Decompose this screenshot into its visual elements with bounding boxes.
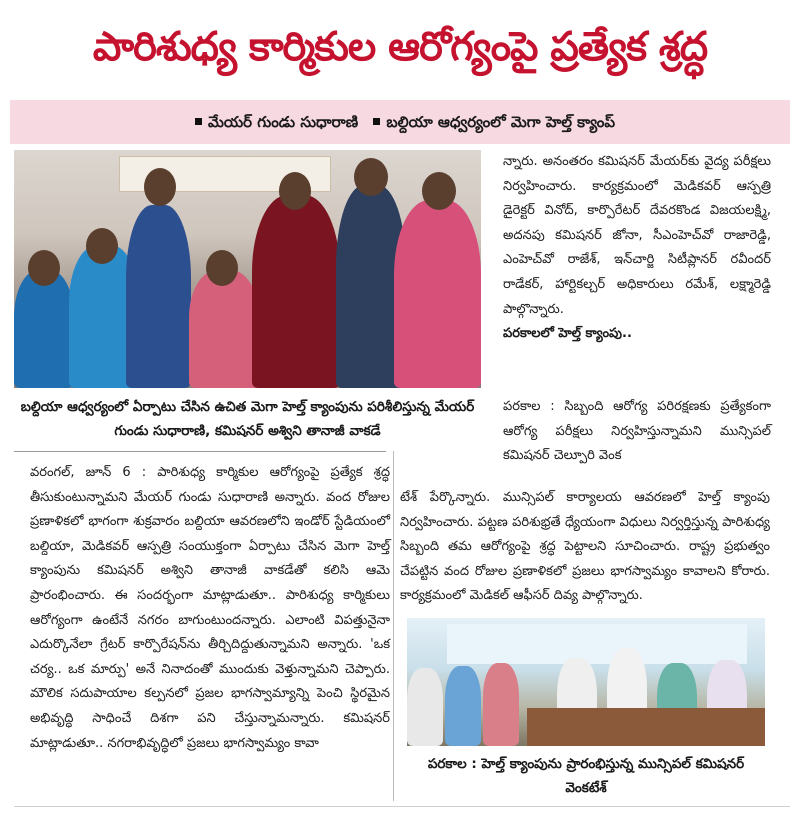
photo-caption-camp: పరకాల : హెల్త్ క్యాంపును ప్రారంభిస్తున్న మున్సిపల్ కమిషనర్ వెంకటేశ్ bbox=[427, 756, 745, 796]
divider bbox=[14, 451, 386, 452]
article-text: టేశ్ పేర్కొన్నారు. మున్సిపల్ కార్యాలయ ఆవరణలో హెల్త్ క్యాంపు నిర్వహించారు. పట్టణ పరిశుభ్రతే ధ్యేయంగా విధులు నిర్వర్తిస్తున్న పారిశుధ్య సిబ్బంది తమ ఆరోగ్యంపై శ్రద్ధ పెట్టాలని సూచించారు. రాష్ట్ర ప్రభుత్వం చేపట్టిన వంద రోజుల ప్రణాళికలో ప్రజలు భాగస్వామ్యం కావాలని కోరారు. కార్యక్రమంలో మెడికల్ ఆఫీసర్ దివ్య పాల్గొన్నారు. bbox=[400, 490, 770, 604]
photo-figure bbox=[14, 270, 74, 388]
photo-figure bbox=[394, 200, 481, 388]
health-camp-photo bbox=[14, 150, 481, 388]
article-column-right-top bbox=[503, 150, 771, 347]
photo-figure bbox=[252, 195, 340, 388]
headline: పారిశుధ్య కార్మికుల ఆరోగ్యంపై ప్రత్యేక శ్రద్ధ bbox=[92, 24, 708, 70]
article-text: న్నారు. అనంతరం కమిషనర్ మేయర్‌కు వైద్య పరీక్షలు నిర్వహించారు. కార్యక్రమంలో మెడికవర్ ఆస్పత్రి డైరెక్టర్ వినోద్, కార్పొరేటర్ దేవరకొండ విజయలక్ష్మి, అదనపు కమిషనర్ జోనా, సీఎంహెచ్‌వో రాజారెడ్డి, ఎంహెచ్‌వో రాజేశ్, ఇన్‌చార్జి సిటీప్లానర్ రవీందర్ రాడేకర్, హార్టికల్చర్ అధికారులు రమేశ్, లక్ష్మారెడ్డి పాల్గొన్నారు. bbox=[503, 154, 771, 317]
photo-head bbox=[144, 168, 176, 206]
article-text: పరకాల : సిబ్బంది ఆరోగ్య పరిరక్షణకు ప్రత్యేకంగా ఆరోగ్య పరీక్షలు నిర్వహిస్తున్నామని మున్సిపల్ కమిషనర్ చెల్పూరి వెంక bbox=[503, 399, 771, 464]
subhead-1: మేయర్ గుండు సుధారాణి bbox=[207, 113, 359, 131]
photo-figure bbox=[483, 663, 519, 746]
photo-head bbox=[422, 172, 456, 210]
article-column-left-bottom bbox=[30, 461, 390, 756]
article-text: వరంగల్, జూన్ 6 : పారిశుధ్య కార్మికుల ఆరోగ్యంపై ప్రత్యేక శ్రద్ధ తీసుకుంటున్నామని మేయర్ గుండు సుధారాణి అన్నారు. వంద రోజుల ప్రణాళికలో భాగంగా శుక్రవారం బల్దియా ఆవరణలోని ఇండోర్ స్టేడియంలో బల్దియా, మెడికవర్ ఆస్పత్రి సంయుక్తంగా ఏర్పాటు చేసిన మెగా హెల్త్ క్యాంపును కమిషనర్ అశ్విని తానాజీ వాకడేతో కలిసి ఆమె ప్రారంభించారు. ఈ సందర్భంగా మాట్లాడుతూ.. పారిశుధ్య కార్మికులు ఆరోగ్యంగా ఉంటేనే నగరం బాగుంటుందన్నారు. ఎలాంటి విపత్తునైనా ఎదుర్కొనేలా గ్రేటర్ కార్పొరేషన్‌ను తీర్చిదిద్దుతున్నామని అన్నారు. 'ఒక చర్య.. ఒక మార్పు' అనే నినాదంతో ముందుకు వెళ్తున్నామని చెప్పారు. మౌలిక సదుపాయాల కల్పనలో ప్రజల భాగస్వామ్యాన్ని పెంచి స్థిరమైన అభివృద్ధి సాధించే దిశగా పని చేస్తున్నామన్నారు. కమిషనర్ మాట్లాడుతూ.. నగరాభివృద్ధిలో ప్రజలు భాగస్వామ్యం కావా bbox=[30, 465, 390, 751]
photo-figure bbox=[407, 668, 443, 746]
photo-table bbox=[527, 708, 765, 746]
bullet-icon bbox=[195, 118, 202, 125]
photo-head bbox=[28, 250, 60, 286]
section-subhead: పరకాలలో హెల్త్ క్యాంపు.. bbox=[503, 326, 632, 342]
subheading-bar bbox=[10, 100, 790, 144]
bullet-icon bbox=[373, 118, 380, 125]
article-column-right-bottom bbox=[400, 486, 770, 609]
photo-figure bbox=[189, 270, 259, 388]
photo-figure bbox=[445, 666, 481, 746]
photo-head bbox=[86, 228, 118, 264]
subhead-2: బల్దియా ఆధ్వర్యంలో మెగా హెల్త్ క్యాంప్ bbox=[386, 113, 615, 131]
photo-figure bbox=[126, 205, 191, 388]
photo-banner bbox=[447, 624, 747, 664]
photo-caption-main: బల్దియా ఆధ్వర్యంలో ఏర్పాటు చేసిన ఉచిత మెగా హెల్త్ క్యాంపును పరిశీలిస్తున్న మేయర్ గుండు సుధారాణి, కమిషనర్ అశ్విని తానాజీ వాకడే bbox=[20, 399, 475, 439]
photo-head bbox=[206, 250, 238, 286]
photo-head bbox=[279, 172, 311, 210]
bottom-divider bbox=[14, 806, 790, 807]
photo-head bbox=[354, 158, 388, 196]
column-divider bbox=[393, 451, 394, 801]
parakala-camp-photo bbox=[407, 618, 765, 746]
article-column-right-mid bbox=[503, 395, 771, 469]
